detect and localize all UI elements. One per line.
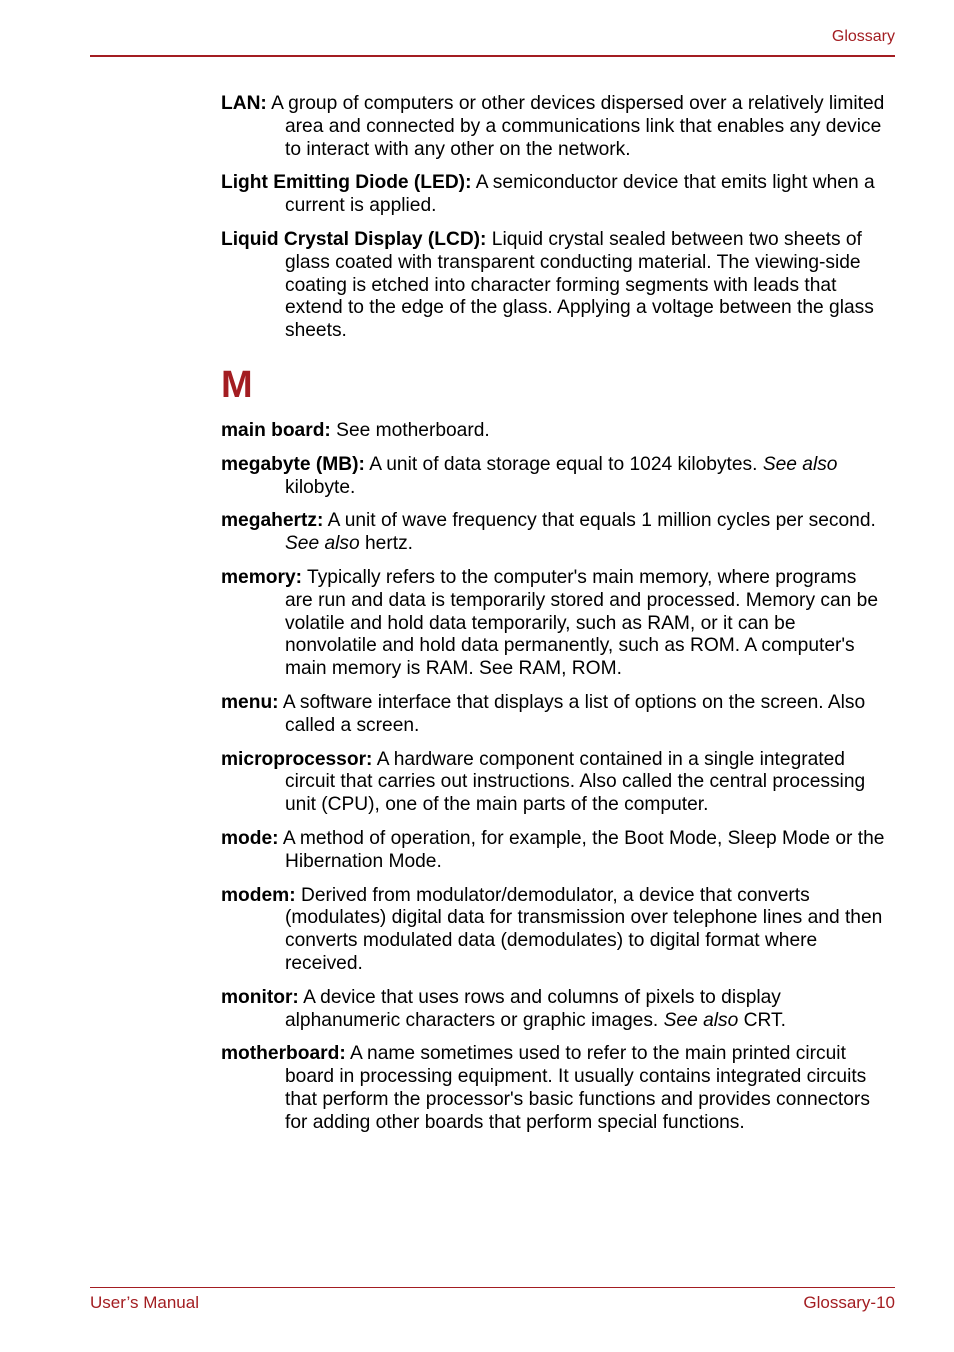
entry-definition: Typically refers to the computer's main memory, where programs are run and data is temporarily stored and processed. Memory can be volatile and hold data temporarily, such as RAM, or it can be nonvolatile and hold data permanently, such as ROM. A computer's main memory is RAM. See RAM, ROM. (285, 566, 878, 680)
section-letter: M (221, 363, 253, 406)
entry-term: megahertz: (221, 510, 324, 532)
see-also-ref: See also (663, 1009, 739, 1031)
entry-term: main board: (221, 419, 331, 441)
entry-definition: A device that uses rows and columns of pixels to display alphanumeric characters or graphic images. (285, 986, 781, 1031)
see-also-ref: See also (285, 533, 360, 555)
entry-term: menu: (221, 691, 279, 713)
entry-definition: A semiconductor device that emits light when a current is applied. (285, 172, 875, 217)
entry-definition-after: kilobyte. (285, 476, 356, 498)
entry-definition-after: hertz. (359, 533, 413, 555)
entry-definition: A unit of wave frequency that equals 1 million cycles per second. (323, 510, 876, 532)
footer-page-number: Glossary-10 (803, 1293, 895, 1312)
entry-term: microprocessor: (221, 748, 373, 770)
glossary-entry-menu (221, 692, 889, 738)
page-header (90, 24, 895, 57)
entry-term: mode: (221, 827, 279, 849)
entry-term: megabyte (MB): (221, 453, 365, 475)
entry-term: Light Emitting Diode (LED): (221, 172, 472, 194)
entry-term: LAN: (221, 93, 267, 114)
see-also-ref: See also (762, 453, 838, 475)
footer-manual-title: User’s Manual (90, 1293, 199, 1312)
glossary-entry-megahertz (221, 510, 889, 556)
glossary-entry-lcd (221, 229, 889, 343)
entry-definition: A name sometimes used to refer to the main printed circuit board in processing equipment. It usually contains integrated circuits that perform the processor's basic functions and provides connectors for adding other boards that perform special functions. (285, 1043, 870, 1133)
glossary-entry-memory (221, 567, 889, 681)
glossary-entry-megabyte (221, 454, 889, 500)
glossary-entry-modem (221, 885, 889, 976)
entry-term: Liquid Crystal Display (LCD): (221, 228, 487, 250)
entry-definition-after: CRT. (738, 1009, 786, 1031)
entry-definition: A method of operation, for example, the Boot Mode, Sleep Mode or the Hibernation Mode. (278, 827, 885, 872)
entry-definition: A software interface that displays a list of options on the screen. Also called a screen. (278, 691, 866, 736)
entry-definition: A hardware component contained in a single integrated circuit that carries out instructions. Also called the central processing unit (CPU), one of the main parts of the computer. (285, 748, 866, 816)
entry-term: modem: (221, 884, 296, 906)
entry-definition: Liquid crystal sealed between two sheets of glass coated with transparent conducting material. The viewing-side coating is etched into character forming segments with leads that extend to the edge of the glass. Applying a voltage between the glass sheets. (285, 228, 874, 342)
entry-definition: A group of computers or other devices dispersed over a relatively limited area and connected by a communications link that enables any device to interact with any other on the network. (266, 93, 885, 160)
entry-term: memory: (221, 566, 303, 588)
glossary-entry-monitor (221, 987, 889, 1033)
page-footer (90, 1287, 895, 1312)
glossary-entry-main-board (221, 420, 889, 443)
glossary-entry-lan (221, 93, 889, 161)
entry-definition: A unit of data storage equal to 1024 kilobytes. (364, 453, 763, 475)
glossary-entry-led (221, 172, 889, 218)
glossary-content (221, 93, 889, 1145)
entry-term: motherboard: (221, 1043, 346, 1065)
glossary-entry-microprocessor (221, 749, 889, 817)
entry-definition: Derived from modulator/demodulator, a device that converts (modulates) digital data for transmission over telephone lines and then converts modulated data (demodulates) to digital format where received. (285, 884, 883, 974)
entry-term: monitor: (221, 986, 299, 1008)
entry-definition: See motherboard. (330, 419, 490, 441)
header-title: Glossary (831, 28, 895, 45)
glossary-entry-motherboard (221, 1043, 889, 1134)
glossary-entry-mode (221, 828, 889, 874)
